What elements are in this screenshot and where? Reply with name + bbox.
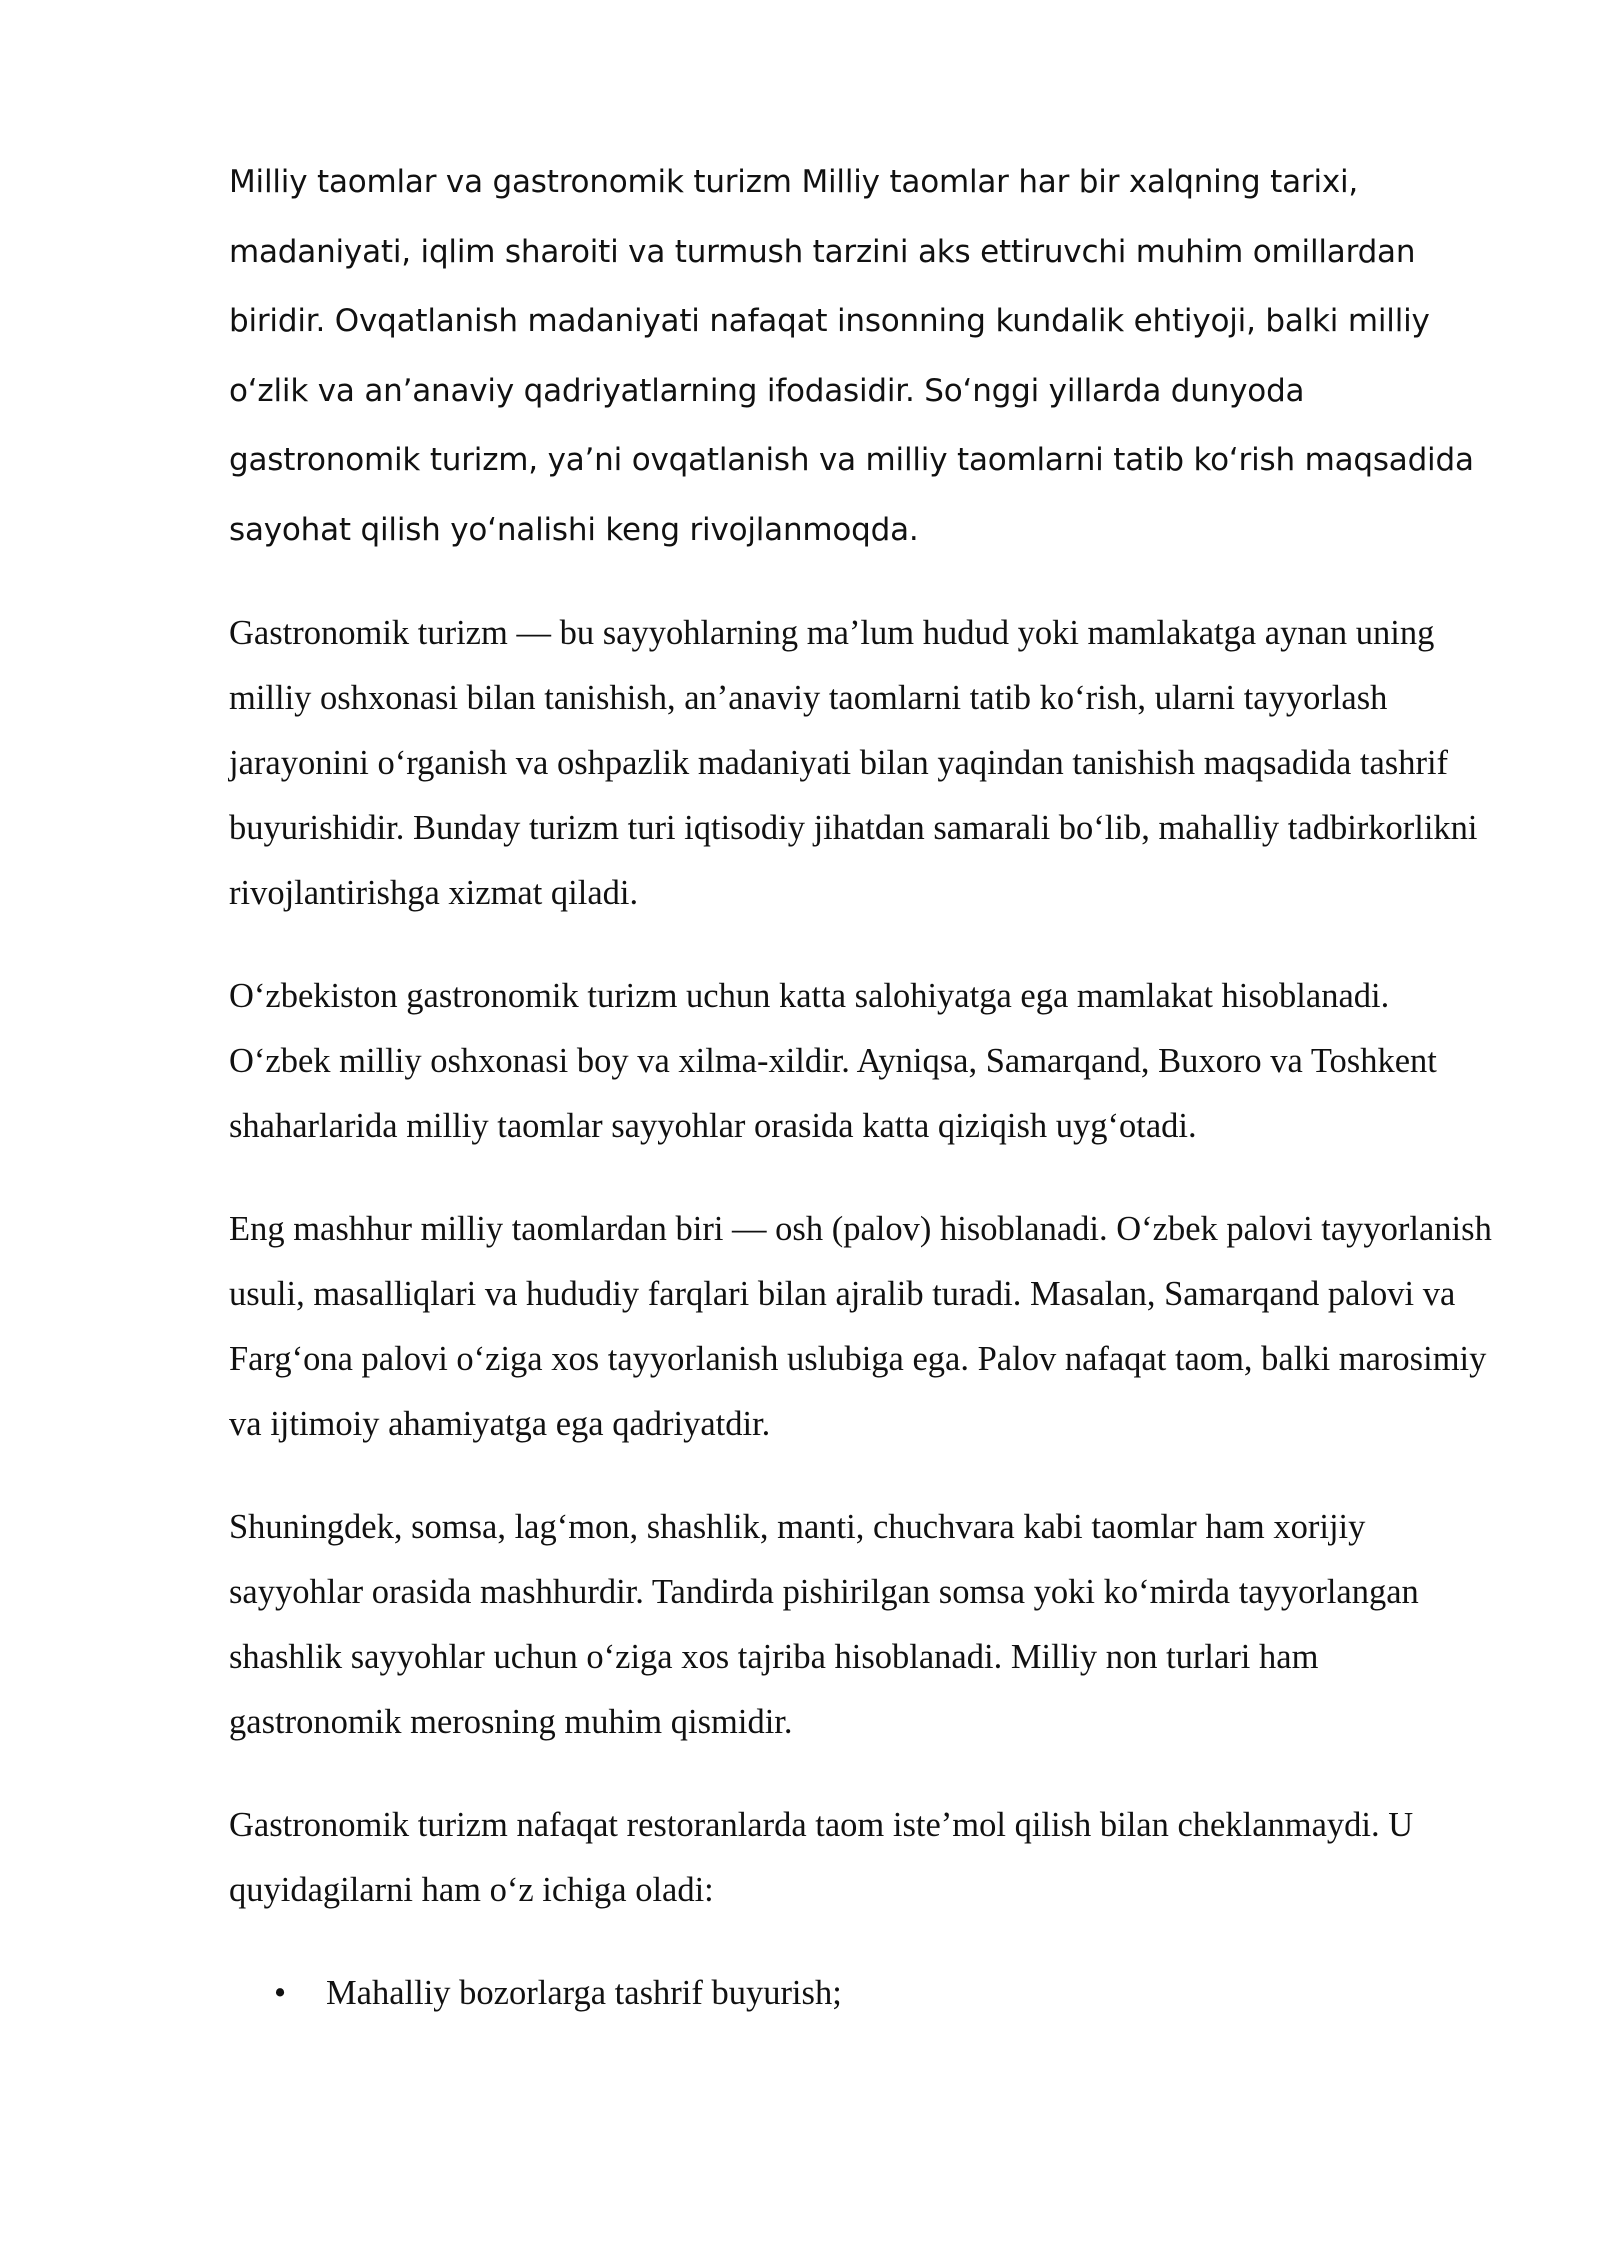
document-body bbox=[229, 148, 1499, 2026]
list-item bbox=[229, 1961, 1499, 2026]
list-item-text: Mahalliy bozorlarga tashrif buyurish; bbox=[326, 1974, 842, 2012]
paragraph-uzbekistan: Oʻzbekiston gastronomik turizm uchun katta salohiyatga ega mamlakat hisoblanadi. Oʻzbek milliy oshxonasi boy va xilma-xildir. Ayniqsa, Samarqand, Buxoro va Toshkent shaharlarida milliy taomlar sayyohlar orasida katta qiziqish uygʻotadi. bbox=[229, 977, 1437, 1145]
bullet-icon: • bbox=[274, 1974, 287, 2012]
paragraph-definition: Gastronomik turizm — bu sayyohlarning maʼlum hudud yoki mamlakatga aynan uning milliy oshxonasi bilan tanishish, anʼanaviy taomlarni tatib koʻrish, ularni tayyorlash jarayonini oʻrganish va oshpazlik madaniyati bilan yaqindan tanishish maqsadida tashrif buyurishidir. Bunday turizm turi iqtisodiy jihatdan samarali boʻlib, mahalliy tadbirkorlikni rivojlantirishga xizmat qiladi. bbox=[229, 614, 1478, 912]
bullet-list bbox=[229, 1961, 1499, 2026]
paragraph-palov: Eng mashhur milliy taomlardan biri — osh (palov) hisoblanadi. Oʻzbek palovi tayyorlanish usuli, masalliqlari va hududiy farqlari bilan ajralib turadi. Masalan, Samarqand palovi va Fargʻona palovi oʻziga xos tayyorlanish uslubiga ega. Palov nafaqat taom, balki marosimiy va ijtimoiy ahamiyatga ega qadriyatdir. bbox=[229, 1210, 1492, 1443]
paragraph-dishes: Shuningdek, somsa, lagʻmon, shashlik, manti, chuchvara kabi taomlar ham xorijiy sayyohlar orasida mashhurdir. Tandirda pishirilgan somsa yoki koʻmirda tayyorlangan shashlik sayyohlar uchun oʻziga xos tajriba hisoblanadi. Milliy non turlari ham gastronomik merosning muhim qismidir. bbox=[229, 1508, 1419, 1741]
paragraph-scope: Gastronomik turizm nafaqat restoranlarda taom isteʼmol qilish bilan cheklanmaydi. U quyidagilarni ham oʻz ichiga oladi: bbox=[229, 1806, 1414, 1909]
paragraph-intro: Milliy taomlar va gastronomik turizm Milliy taomlar har bir xalqning tarixi, madaniyati, iqlim sharoiti va turmush tarzini aks ettiruvchi muhim omillardan biridir. Ovqatlanish madaniyati nafaqat insonning kundalik ehtiyoji, balki milliy oʻzlik va anʼanaviy qadriyatlarning ifodasidir. Soʻnggi yillarda dunyoda gastronomik turizm, yaʼni ovqatlanish va milliy taomlarni tatib koʻrish maqsadida sayohat qilish yoʻnalishi keng rivojlanmoqda. bbox=[229, 164, 1474, 548]
